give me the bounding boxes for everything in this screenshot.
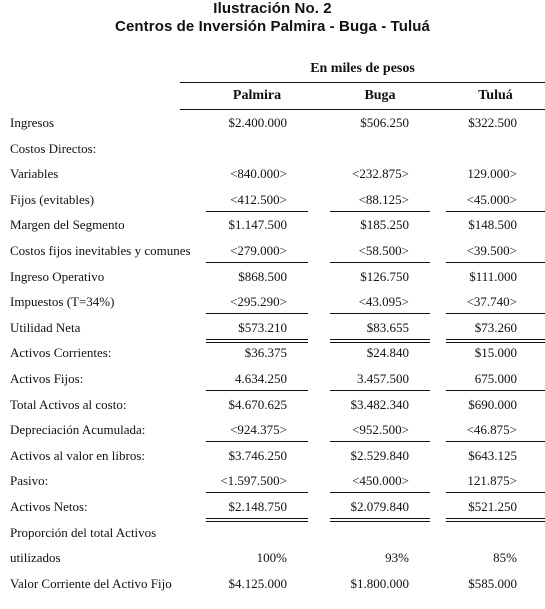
underline-rule [446,518,545,519]
cell-buga: 93% [385,550,409,565]
row-label: Activos al valor en libros: [10,448,146,463]
row-label: Costos fijos inevitables y comunes [10,243,191,258]
cell-palmira: <279.000> [230,243,287,258]
underline-rule [446,262,545,263]
row-label: Pasivo: [10,473,49,488]
row-label: Activos Fijos: [10,371,84,386]
cell-buga: <232.875> [352,166,409,181]
cell-palmira: $36.375 [244,345,287,360]
cell-tulua: $322.500 [468,115,517,130]
cell-palmira: $868.500 [238,269,287,284]
underline-rule [206,262,308,263]
cell-tulua: $73.260 [474,320,517,335]
cell-tulua: $643.125 [468,448,517,463]
column-header-palmira: Palmira [232,88,282,103]
cell-tulua: $111.000 [469,269,517,284]
underline-rule [330,313,430,314]
cell-palmira: $2.400.000 [228,115,287,130]
table-row [0,166,545,186]
row-label: Impuestos (T=34%) [10,294,115,309]
row-label: Margen del Segmento [10,217,125,232]
cell-palmira: <1.597.500> [220,473,287,488]
underline-rule [206,339,308,340]
cell-buga: $3.482.340 [350,397,409,412]
cell-buga: <450.000> [352,473,409,488]
underline-rule [330,441,430,442]
table-row [0,217,545,237]
cell-palmira: $2.148.750 [228,499,287,514]
cell-tulua: $521.250 [468,499,517,514]
cell-tulua: 85% [493,550,517,565]
cell-palmira: $573.210 [238,320,287,335]
row-label: Ingreso Operativo [10,269,105,284]
table-row [0,499,545,519]
table-row [0,448,545,468]
cell-palmira: $3.746.250 [228,448,287,463]
table-row [0,576,545,596]
cell-palmira: $4.125.000 [228,576,287,591]
cell-buga: $185.250 [360,217,409,232]
row-label: Valor Corriente del Activo Fijo [10,576,172,591]
row-label: Costos Directos: [10,141,97,156]
table-row [0,320,545,340]
underline-rule [330,211,430,212]
row-label: Activos Netos: [10,499,88,514]
row-label: Total Activos al costo: [10,397,127,412]
cell-buga: 3.457.500 [357,371,409,386]
double-underline-rule [446,342,545,343]
cell-tulua: $148.500 [468,217,517,232]
underline-rule [206,492,308,493]
table-row [0,422,545,442]
underline-rule [446,211,545,212]
underline-rule [206,313,308,314]
table-row [0,525,545,545]
row-label: Utilidad Neta [10,320,81,335]
header-rule [180,109,545,110]
table-row [0,345,545,365]
table-row [0,397,545,417]
row-label: Activos Corrientes: [10,345,112,360]
cell-buga: $2.079.840 [350,499,409,514]
row-label: utilizados [10,550,61,565]
cell-tulua: <37.740> [466,294,517,309]
column-header-buga: Buga [364,88,396,103]
cell-tulua: <46.875> [466,422,517,437]
row-label: Depreciación Acumulada: [10,422,146,437]
table-row [0,115,545,135]
underline-rule [446,390,545,391]
cell-buga: <952.500> [352,422,409,437]
cell-buga: $24.840 [366,345,409,360]
document-title: Ilustración No. 2 [213,0,332,17]
cell-tulua: $585.000 [468,576,517,591]
cell-tulua: $15.000 [474,345,517,360]
cell-buga: $1.800.000 [350,576,409,591]
underline-rule [330,492,430,493]
table-row [0,294,545,314]
document-subtitle: Centros de Inversión Palmira - Buga - Tuluá [115,18,430,35]
cell-palmira: <924.375> [230,422,287,437]
table-row [0,243,545,263]
underline-rule [206,390,308,391]
row-label: Ingresos [10,115,55,130]
table-row [0,269,545,289]
underline-rule [446,492,545,493]
table-row [0,550,545,570]
units-rule [180,82,545,83]
units-label: En miles de pesos [310,61,415,76]
underline-rule [206,518,308,519]
underline-rule [446,441,545,442]
table-row [0,473,545,493]
cell-palmira: $1.147.500 [228,217,287,232]
underline-rule [206,211,308,212]
row-label: Proporción del total Activos [10,525,157,540]
cell-palmira: 4.634.250 [235,371,287,386]
table-row [0,192,545,212]
cell-tulua: <45.000> [466,192,517,207]
cell-tulua: 121.875> [467,473,517,488]
double-underline-rule [330,342,430,343]
cell-palmira: <840.000> [230,166,287,181]
double-underline-rule [446,521,545,522]
underline-rule [446,339,545,340]
underline-rule [206,441,308,442]
row-label: Variables [10,166,59,181]
underline-rule [330,390,430,391]
cell-tulua: 129.000> [467,166,517,181]
double-underline-rule [330,521,430,522]
underline-rule [446,313,545,314]
underline-rule [330,339,430,340]
row-label: Fijos (evitables) [10,192,95,207]
underline-rule [330,262,430,263]
cell-buga: <88.125> [358,192,409,207]
cell-palmira: <295.290> [230,294,287,309]
cell-buga: $506.250 [360,115,409,130]
cell-tulua: 675.000 [474,371,517,386]
table-row [0,141,545,161]
table-row [0,371,545,391]
double-underline-rule [206,342,308,343]
cell-buga: $126.750 [360,269,409,284]
cell-tulua: <39.500> [466,243,517,258]
column-header-tulua: Tuluá [478,88,513,103]
cell-buga: <58.500> [358,243,409,258]
cell-buga: <43.095> [358,294,409,309]
cell-palmira: 100% [256,550,287,565]
cell-tulua: $690.000 [468,397,517,412]
cell-buga: $2.529.840 [350,448,409,463]
cell-palmira: $4.670.625 [228,397,287,412]
cell-palmira: <412.500> [230,192,287,207]
double-underline-rule [206,521,308,522]
cell-buga: $83.655 [366,320,409,335]
underline-rule [330,518,430,519]
